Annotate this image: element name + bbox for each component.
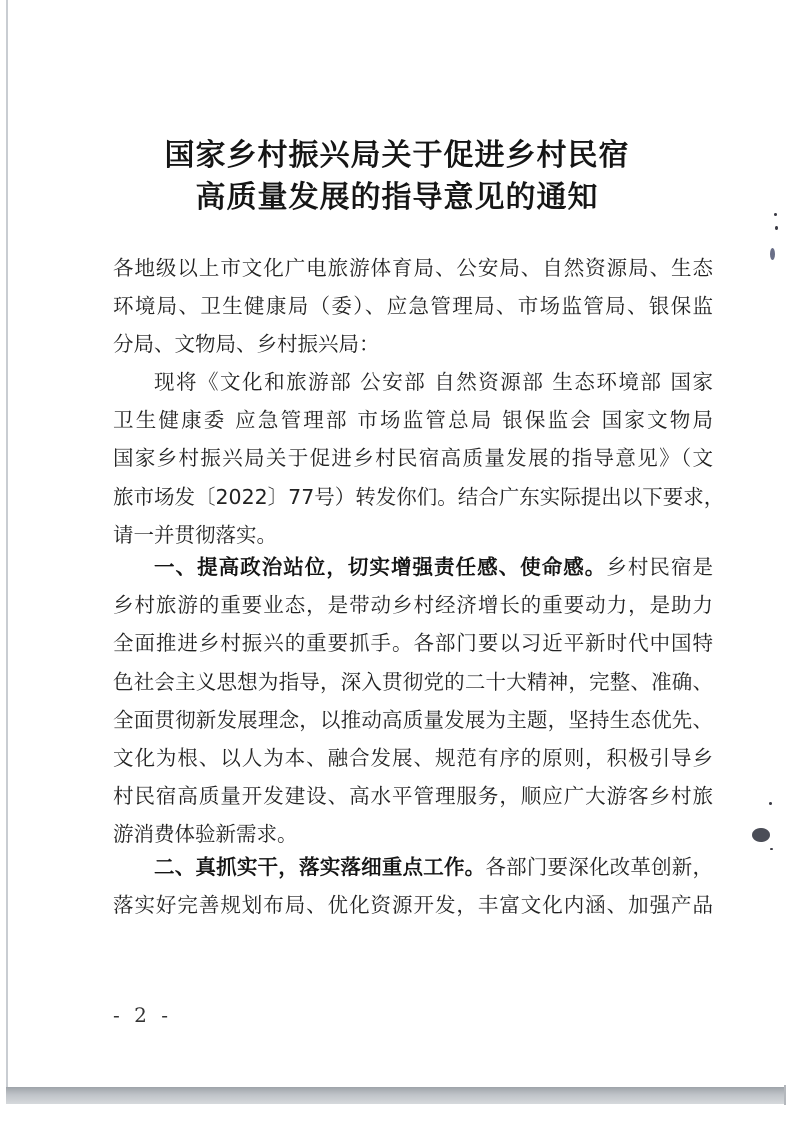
- section-1-first-line: [113, 548, 713, 586]
- intro-line: 旅市场发〔2022〕77号）转发你们。结合广东实际提出以下要求，: [113, 484, 725, 509]
- addressee-line: 分局、文物局、乡村振兴局：: [113, 332, 380, 357]
- intro-line: 国家乡村振兴局关于促进乡村民宿高质量发展的指导意见》（文: [113, 446, 713, 471]
- scan-speck: [769, 802, 772, 805]
- section-1-paragraph: [113, 548, 713, 854]
- scan-speck: [775, 226, 778, 230]
- section-1-line: 全面推进乡村振兴的重要抓手。各部门要以习近平新时代中国特: [113, 631, 713, 656]
- section-2-line: 落实好完善规划布局、优化资源开发，丰富文化内涵、加强产品: [113, 893, 713, 918]
- section-2-first-line-text: 各部门要深化改革创新，: [485, 855, 714, 879]
- section-1-line: 文化为根、以人为本、融合发展、规范有序的原则，积极引导乡: [113, 745, 713, 770]
- section-1-line: 游消费体验新需求。: [113, 822, 298, 847]
- intro-line: 请一并贯彻落实。: [113, 522, 277, 547]
- scan-speck: [752, 828, 770, 842]
- section-2-first-line: [113, 848, 713, 886]
- document-title-line-1: 国家乡村振兴局关于促进乡村民宿: [164, 138, 630, 173]
- intro-line: 现将《文化和旅游部 公安部 自然资源部 生态环境部 国家: [154, 370, 713, 394]
- addressee-line: 各地级以上市文化广电旅游体育局、公安局、自然资源局、生态: [113, 256, 713, 280]
- section-2-paragraph: [113, 848, 713, 924]
- scan-speck: [770, 848, 773, 850]
- scan-bottom-shadow-end: [784, 1085, 786, 1105]
- addressee-block: [113, 249, 713, 364]
- section-1-heading: 一、提高政治站位，切实增强责任感、使命感。: [154, 555, 607, 579]
- document-title-line-2: 高质量发展的指导意见的通知: [195, 180, 599, 215]
- section-1-first-line-text: 乡村民宿是: [606, 555, 714, 579]
- section-1-line: 乡村旅游的重要业态，是带动乡村经济增长的重要动力，是助力: [113, 593, 713, 618]
- scan-bottom-shadow: [6, 1087, 786, 1104]
- section-1-line: 全面贯彻新发展理念，以推动高质量发展为主题，坚持生态优先、: [113, 707, 713, 732]
- section-1-line: 村民宿高质量开发建设、高水平管理服务，顺应广大游客乡村旅: [113, 784, 713, 809]
- section-1-line: 色社会主义思想为指导，深入贯彻党的二十大精神，完整、准确、: [113, 669, 713, 694]
- scan-speck: [770, 248, 775, 260]
- page-number: - 2 -: [113, 1003, 172, 1027]
- section-2-heading: 二、真抓实干，落实落细重点工作。: [154, 855, 486, 879]
- addressee-line: 环境局、卫生健康局（委）、应急管理局、市场监管局、银保监: [113, 294, 713, 319]
- intro-line: 卫生健康委 应急管理部 市场监管总局 银保监会 国家文物局: [113, 408, 713, 433]
- intro-paragraph: [113, 363, 725, 554]
